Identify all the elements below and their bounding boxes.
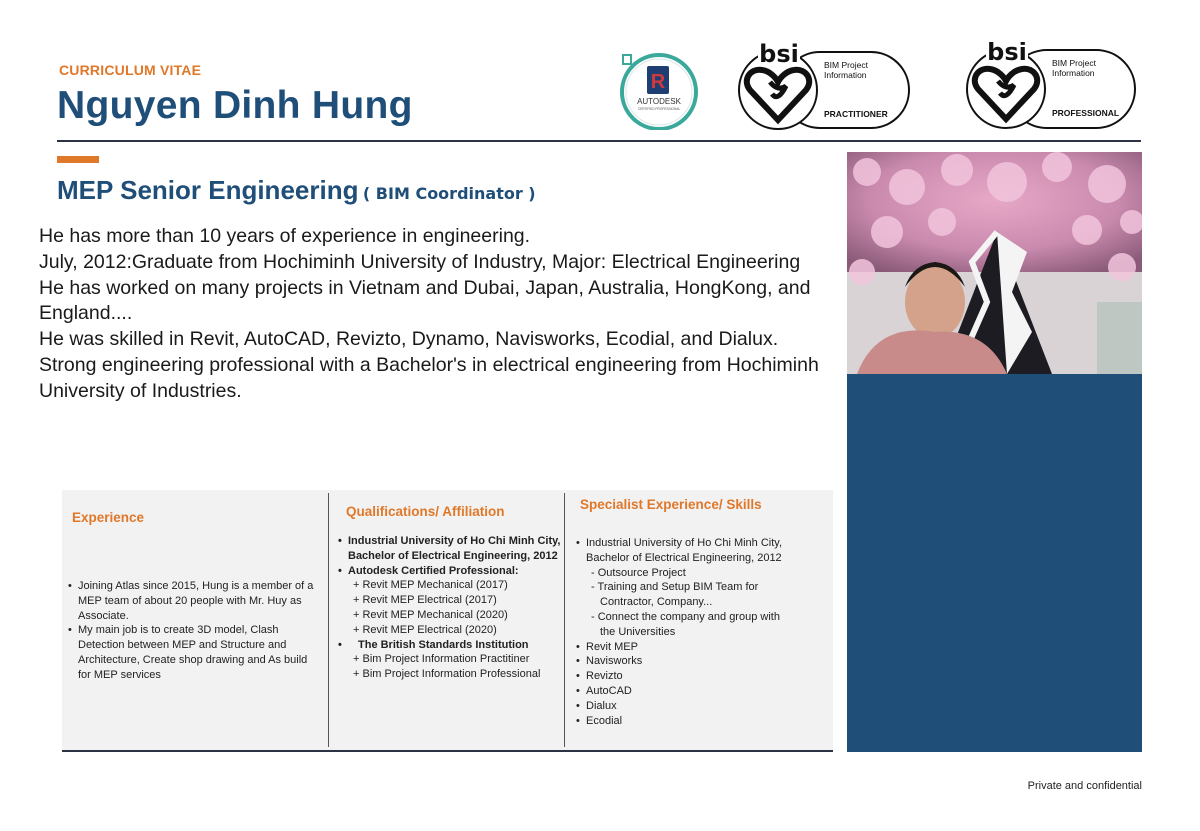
- experience-title: Experience: [72, 510, 145, 525]
- cert-item: + Revit MEP Mechanical (2017): [353, 579, 508, 592]
- skills-title: Specialist Experience/ Skills: [580, 497, 762, 512]
- sub-item: Contractor, Company...: [600, 596, 713, 609]
- list-item: • Joining Atlas since 2015, Hung is a member of a MEP team of about 20 people with Mr. Huy as Associate.: [68, 579, 318, 623]
- list-item: • Revizto: [576, 669, 826, 684]
- profile-photo: [847, 152, 1142, 374]
- list-item: • The British Standards Institution: [338, 638, 564, 653]
- cert-item: + Revit MEP Electrical (2020): [353, 623, 497, 636]
- bsi-line2: Information: [824, 70, 867, 80]
- summary-line: He was skilled in Revit, AutoCAD, Revizto, Dynamo, Navisworks, Ecodial, and Dialux. Strong engineering professional with a Bachelor's in electrical engineering from Hochiminh University of Industries.: [39, 328, 819, 402]
- role-heading: [57, 175, 536, 206]
- bsi-brand: bsi: [987, 42, 1027, 66]
- bsi-professional-badge: [962, 42, 1137, 132]
- list-item: • Autodesk Certified Professional:: [338, 564, 564, 579]
- sub-item: - Training and Setup BIM Team for: [591, 581, 759, 594]
- sub-item: - Connect the company and group with: [591, 610, 780, 623]
- list-item: [338, 534, 564, 564]
- skills-list: [576, 536, 826, 728]
- degree-line: Bachelor of Electrical Engineering, 2012: [348, 549, 558, 562]
- header-divider: [57, 140, 1141, 142]
- blue-side-panel: [847, 374, 1142, 752]
- cert-item: + Bim Project Information Professional: [353, 668, 541, 681]
- role-title: MEP Senior Engineering: [57, 175, 359, 205]
- accent-dash: [57, 156, 99, 163]
- qualifications-title: Qualifications/ Affiliation: [346, 504, 505, 519]
- university-line: • Industrial University of Ho Chi Minh City,: [348, 535, 561, 547]
- list-item: • Navisworks: [576, 654, 826, 669]
- sub-item: the Universities: [600, 625, 676, 638]
- bsi-practitioner-badge: [736, 42, 911, 132]
- list-item: [576, 536, 826, 566]
- summary: [39, 224, 839, 405]
- summary-line: July, 2012:Graduate from Hochiminh University of Industry, Major: Electrical Engineering: [39, 250, 801, 273]
- sub-item: - Outsource Project: [591, 566, 686, 579]
- bsi-line2: Information: [1052, 68, 1095, 78]
- column-divider: [564, 493, 565, 747]
- cv-label: CURRICULUM VITAE: [59, 62, 202, 78]
- autodesk-brand: AUTODESK: [637, 97, 681, 106]
- role-subtitle: ( BIM Coordinator ): [362, 184, 536, 203]
- list-item: • My main job is to create 3D model, Clash Detection between MEP and Structure and Architecture, Create shop drawing and As build for MEP services: [68, 623, 318, 682]
- qualifications-list: [338, 534, 564, 682]
- list-item: • Ecodial: [576, 714, 826, 729]
- autodesk-revit-badge-icon: [620, 52, 698, 130]
- summary-line: He has worked on many projects in Vietnam and Dubai, Japan, Australia, HongKong, and England....: [39, 276, 811, 325]
- candidate-name: Nguyen Dinh Hung: [57, 84, 413, 127]
- bsi-level: PRACTITIONER: [824, 109, 888, 119]
- revit-letter: R: [650, 71, 666, 93]
- degree-line: Bachelor of Electrical Engineering, 2012: [586, 551, 782, 564]
- autodesk-caption: CERTIFIED PROFESSIONAL: [637, 107, 681, 111]
- cert-item: + Bim Project Information Practitiner: [353, 653, 530, 666]
- university-line: • Industrial University of Ho Chi Minh City,: [586, 537, 783, 549]
- bsi-line1: BIM Project: [824, 60, 868, 70]
- bsi-brand: bsi: [759, 42, 799, 68]
- cert-item: + Revit MEP Mechanical (2020): [353, 608, 508, 621]
- experience-list: [68, 579, 318, 683]
- footer-note: Private and confidential: [1027, 780, 1142, 792]
- table-bottom-rule: [62, 750, 833, 752]
- summary-line: He has more than 10 years of experience in engineering.: [39, 225, 531, 247]
- list-item: • AutoCAD: [576, 684, 826, 699]
- bsi-line1: BIM Project: [1052, 58, 1096, 68]
- bsi-level: PROFESSIONAL: [1052, 108, 1120, 118]
- list-item: • Revit MEP: [576, 640, 826, 655]
- list-item: • Dialux: [576, 699, 826, 714]
- column-divider: [328, 493, 329, 747]
- cert-item: + Revit MEP Electrical (2017): [353, 594, 497, 607]
